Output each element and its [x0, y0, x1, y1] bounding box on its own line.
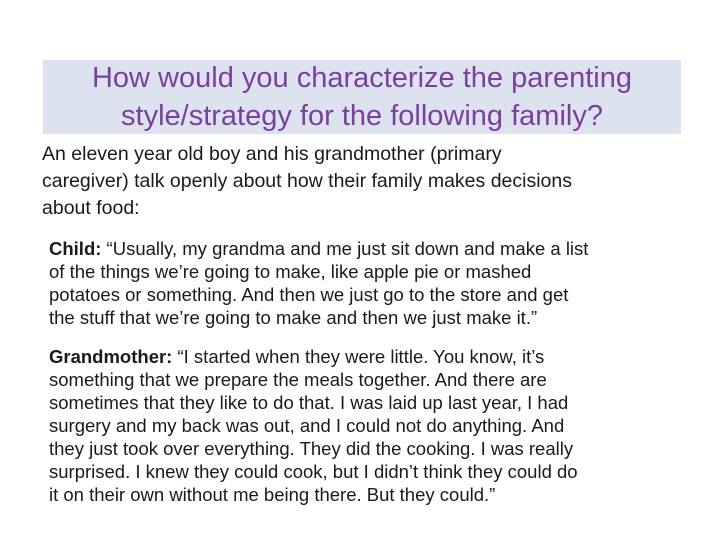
grandmother-quote-line-5: they just took over everything. They did the cooking. I was really: [49, 438, 574, 459]
grandmother-quote-line-1: “I started when they were little. You know, it’s: [172, 346, 545, 367]
intro-line-2: caregiver) talk openly about how their family makes decisions: [42, 170, 572, 192]
intro-line-3: about food:: [42, 197, 140, 219]
grandmother-quote-line-6: surprised. I knew they could cook, but I didn’t think they could do: [49, 461, 578, 482]
child-quote-line-3: potatoes or something. And then we just go to the store and get: [49, 284, 569, 305]
grandmother-quote-line-3: sometimes that they like to do that. I was laid up last year, I had: [49, 392, 569, 413]
intro-text: [42, 141, 662, 222]
child-quote: [49, 237, 689, 329]
title-line-1: How would you characterize the parenting: [91, 62, 633, 94]
intro-line-1: An eleven year old boy and his grandmother (primary: [42, 143, 502, 165]
child-quote-line-1: “Usually, my grandma and me just sit down and make a list: [101, 238, 589, 259]
grandmother-speaker-label: Grandmother:: [49, 346, 173, 367]
slide-title: [43, 59, 681, 135]
grandmother-quote-line-2: something that we prepare the meals together. And there are: [49, 369, 547, 390]
grandmother-quote-line-4: surgery and my back was out, and I could not do anything. And: [49, 415, 565, 436]
child-quote-line-2: of the things we’re going to make, like apple pie or mashed: [49, 261, 532, 282]
child-quote-line-4: the stuff that we’re going to make and then we just make it.”: [49, 307, 538, 328]
grandmother-quote-line-7: it on their own without me being there. But they could.”: [49, 484, 496, 505]
title-line-2: style/strategy for the following family?: [121, 100, 603, 132]
child-speaker-label: Child:: [49, 238, 102, 259]
grandmother-quote: [49, 345, 689, 506]
